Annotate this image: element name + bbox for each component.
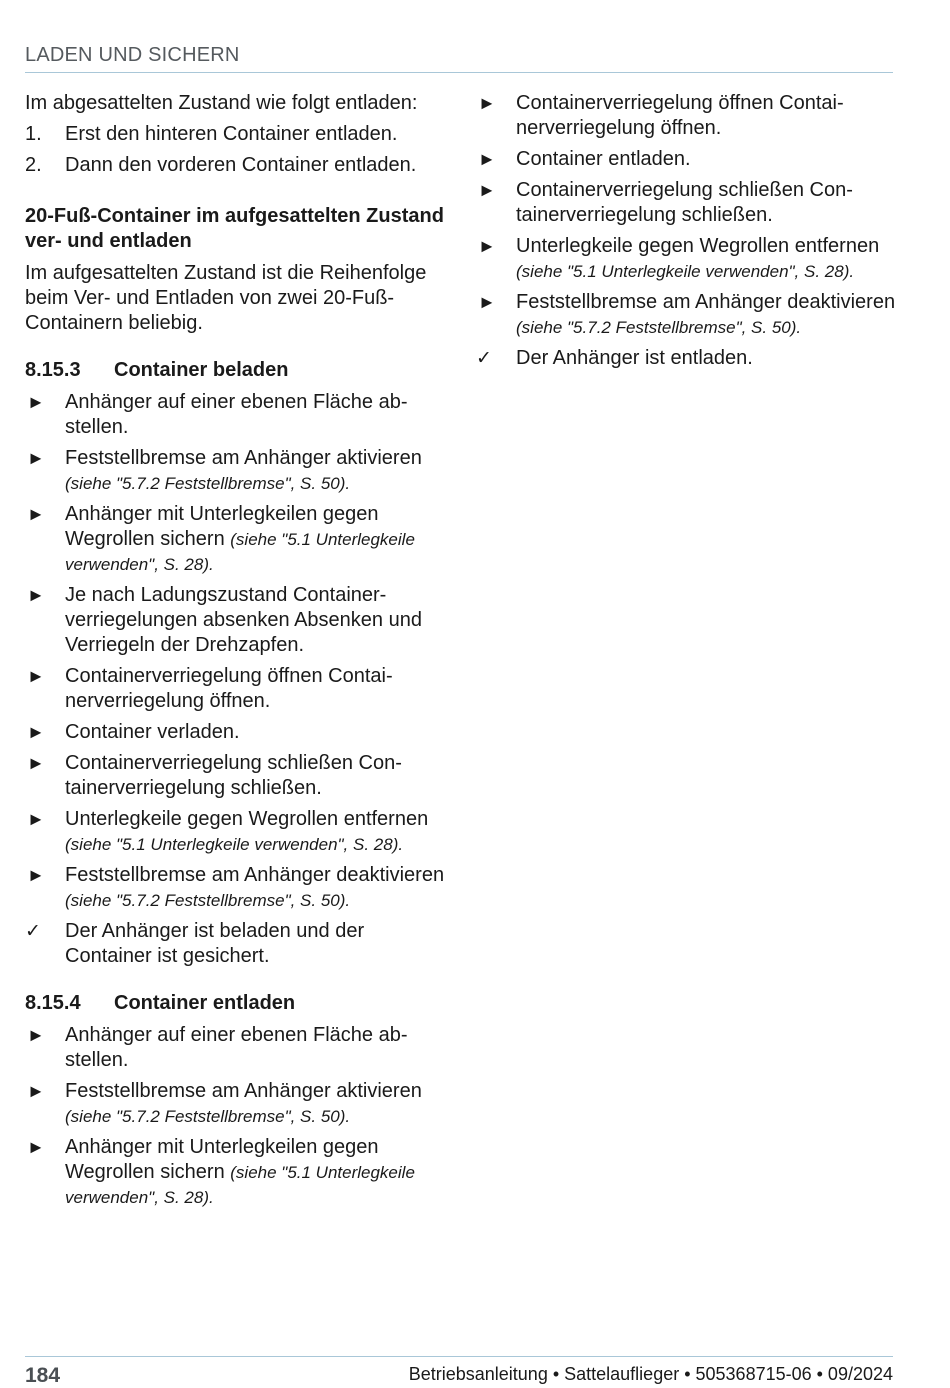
step-number: 1. [25,123,42,145]
intro-paragraph: Im abgesattelten Zustand wie folgt entladen: [25,92,418,114]
list-item [25,751,445,801]
checkmark-icon: ✓ [476,348,492,369]
item-text: Je nach Ladungszustand Containerverriegelungen absenken Absenken und Verriegeln der Drehzapfen. [65,584,422,656]
item-text: Containerverriegelung öffnen Containerverriegelung öffnen. [516,92,844,139]
item-text: Anhänger auf einer ebenen Fläche abstellen. [65,1024,408,1071]
list-item [25,446,445,496]
item-text: Feststellbremse am Anhänger deaktivieren [516,291,896,313]
cross-reference: (siehe "5.1 Unterlegkeile verwenden", S. 28). [65,1163,415,1207]
item-text: Containerverriegelung schließen Containerverriegelung schließen. [516,179,853,226]
bullet-arrow-icon: ► [27,1081,45,1101]
cross-reference: (siehe "5.7.2 Feststellbremse", S. 50). [65,891,351,910]
cross-reference: (siehe "5.1 Unterlegkeile verwenden", S. 28). [65,835,404,854]
subheading: 20-Fuß-Container im aufgesattelten Zustand ver- und entladen [25,205,444,252]
list-item [476,147,896,172]
bullet-arrow-icon: ► [27,585,45,605]
cross-reference: (siehe "5.1 Unterlegkeile verwenden", S. 28). [65,530,415,574]
bullet-arrow-icon: ► [478,149,496,169]
item-text: Feststellbremse am Anhänger aktivieren [65,1080,422,1102]
list-item [25,720,445,745]
numbered-step [25,153,445,178]
entladen-steps [25,1023,445,1210]
list-item [25,1135,445,1210]
cross-reference: (siehe "5.7.2 Feststellbremse", S. 50). [65,474,351,493]
section-title: Container beladen [114,359,289,381]
item-text: Container verladen. [65,721,240,743]
list-item [476,234,896,284]
result-item [476,346,896,371]
cross-reference: (siehe "5.1 Unterlegkeile verwenden", S. 28). [516,262,855,281]
list-item [25,1023,445,1073]
section-heading-entladen [25,991,445,1016]
item-text: Feststellbremse am Anhänger aktivieren [65,447,422,469]
bullet-arrow-icon: ► [27,1025,45,1045]
list-item [25,390,445,440]
section-title: Container entladen [114,992,296,1014]
numbered-step [25,122,445,147]
bullet-arrow-icon: ► [27,722,45,742]
item-text: Anhänger mit Unterlegkeilen gegen Wegrollen sichern [65,503,379,550]
section-heading-beladen [25,358,445,383]
item-text: Containerverriegelung schließen Containerverriegelung schließen. [65,752,402,799]
page-number: 184 [25,1364,61,1387]
bullet-arrow-icon: ► [27,1137,45,1157]
item-text: Container entladen. [516,148,691,170]
bullet-arrow-icon: ► [27,809,45,829]
result-text: Der Anhänger ist entladen. [516,347,753,369]
cross-reference: (siehe "5.7.2 Feststellbremse", S. 50). [65,1107,351,1126]
step-number: 2. [25,154,42,176]
step-text: Dann den vorderen Container entladen. [65,154,417,176]
item-text: Unterlegkeile gegen Wegrollen entfernen [516,235,880,257]
bullet-arrow-icon: ► [478,180,496,200]
result-item [25,919,445,969]
subheading-paragraph: Im aufgesattelten Zustand ist die Reihenfolge beim Ver- und Entladen von zwei 20-Fuß-Containern beliebig. [25,262,427,334]
bullet-arrow-icon: ► [478,292,496,312]
bullet-arrow-icon: ► [27,448,45,468]
beladen-steps [25,390,445,969]
section-number: 8.15.3 [25,359,81,381]
list-item [25,664,445,714]
page-header [25,42,893,73]
item-text: Unterlegkeile gegen Wegrollen entfernen [65,808,429,830]
right-column [476,91,896,377]
item-text: Anhänger auf einer ebenen Fläche abstellen. [65,391,408,438]
list-item [476,178,896,228]
list-item [25,807,445,857]
result-text: Der Anhänger ist beladen und der Container ist gesichert. [65,920,365,967]
list-item [25,1079,445,1129]
bullet-arrow-icon: ► [478,93,496,113]
section-number: 8.15.4 [25,992,81,1014]
page-footer [25,1356,893,1386]
left-column [25,91,445,1216]
item-text: Containerverriegelung öffnen Containerverriegelung öffnen. [65,665,393,712]
item-text: Feststellbremse am Anhänger deaktivieren [65,864,445,886]
header-title: LADEN UND SICHERN [25,44,240,66]
bullet-arrow-icon: ► [478,236,496,256]
bullet-arrow-icon: ► [27,753,45,773]
step-text: Erst den hinteren Container entladen. [65,123,398,145]
list-item [476,290,896,340]
checkmark-icon: ✓ [25,921,41,942]
bullet-arrow-icon: ► [27,392,45,412]
item-text: Anhänger mit Unterlegkeilen gegen Wegrollen sichern [65,1136,379,1183]
bullet-arrow-icon: ► [27,666,45,686]
list-item [25,863,445,913]
cross-reference: (siehe "5.7.2 Feststellbremse", S. 50). [516,318,802,337]
bullet-arrow-icon: ► [27,865,45,885]
unload-steps [25,122,445,178]
list-item [476,91,896,141]
list-item [25,583,445,658]
bullet-arrow-icon: ► [27,504,45,524]
footer-info: Betriebsanleitung • Sattelauflieger • 505368715-06 • 09/2024 [408,1364,893,1384]
list-item [25,502,445,577]
